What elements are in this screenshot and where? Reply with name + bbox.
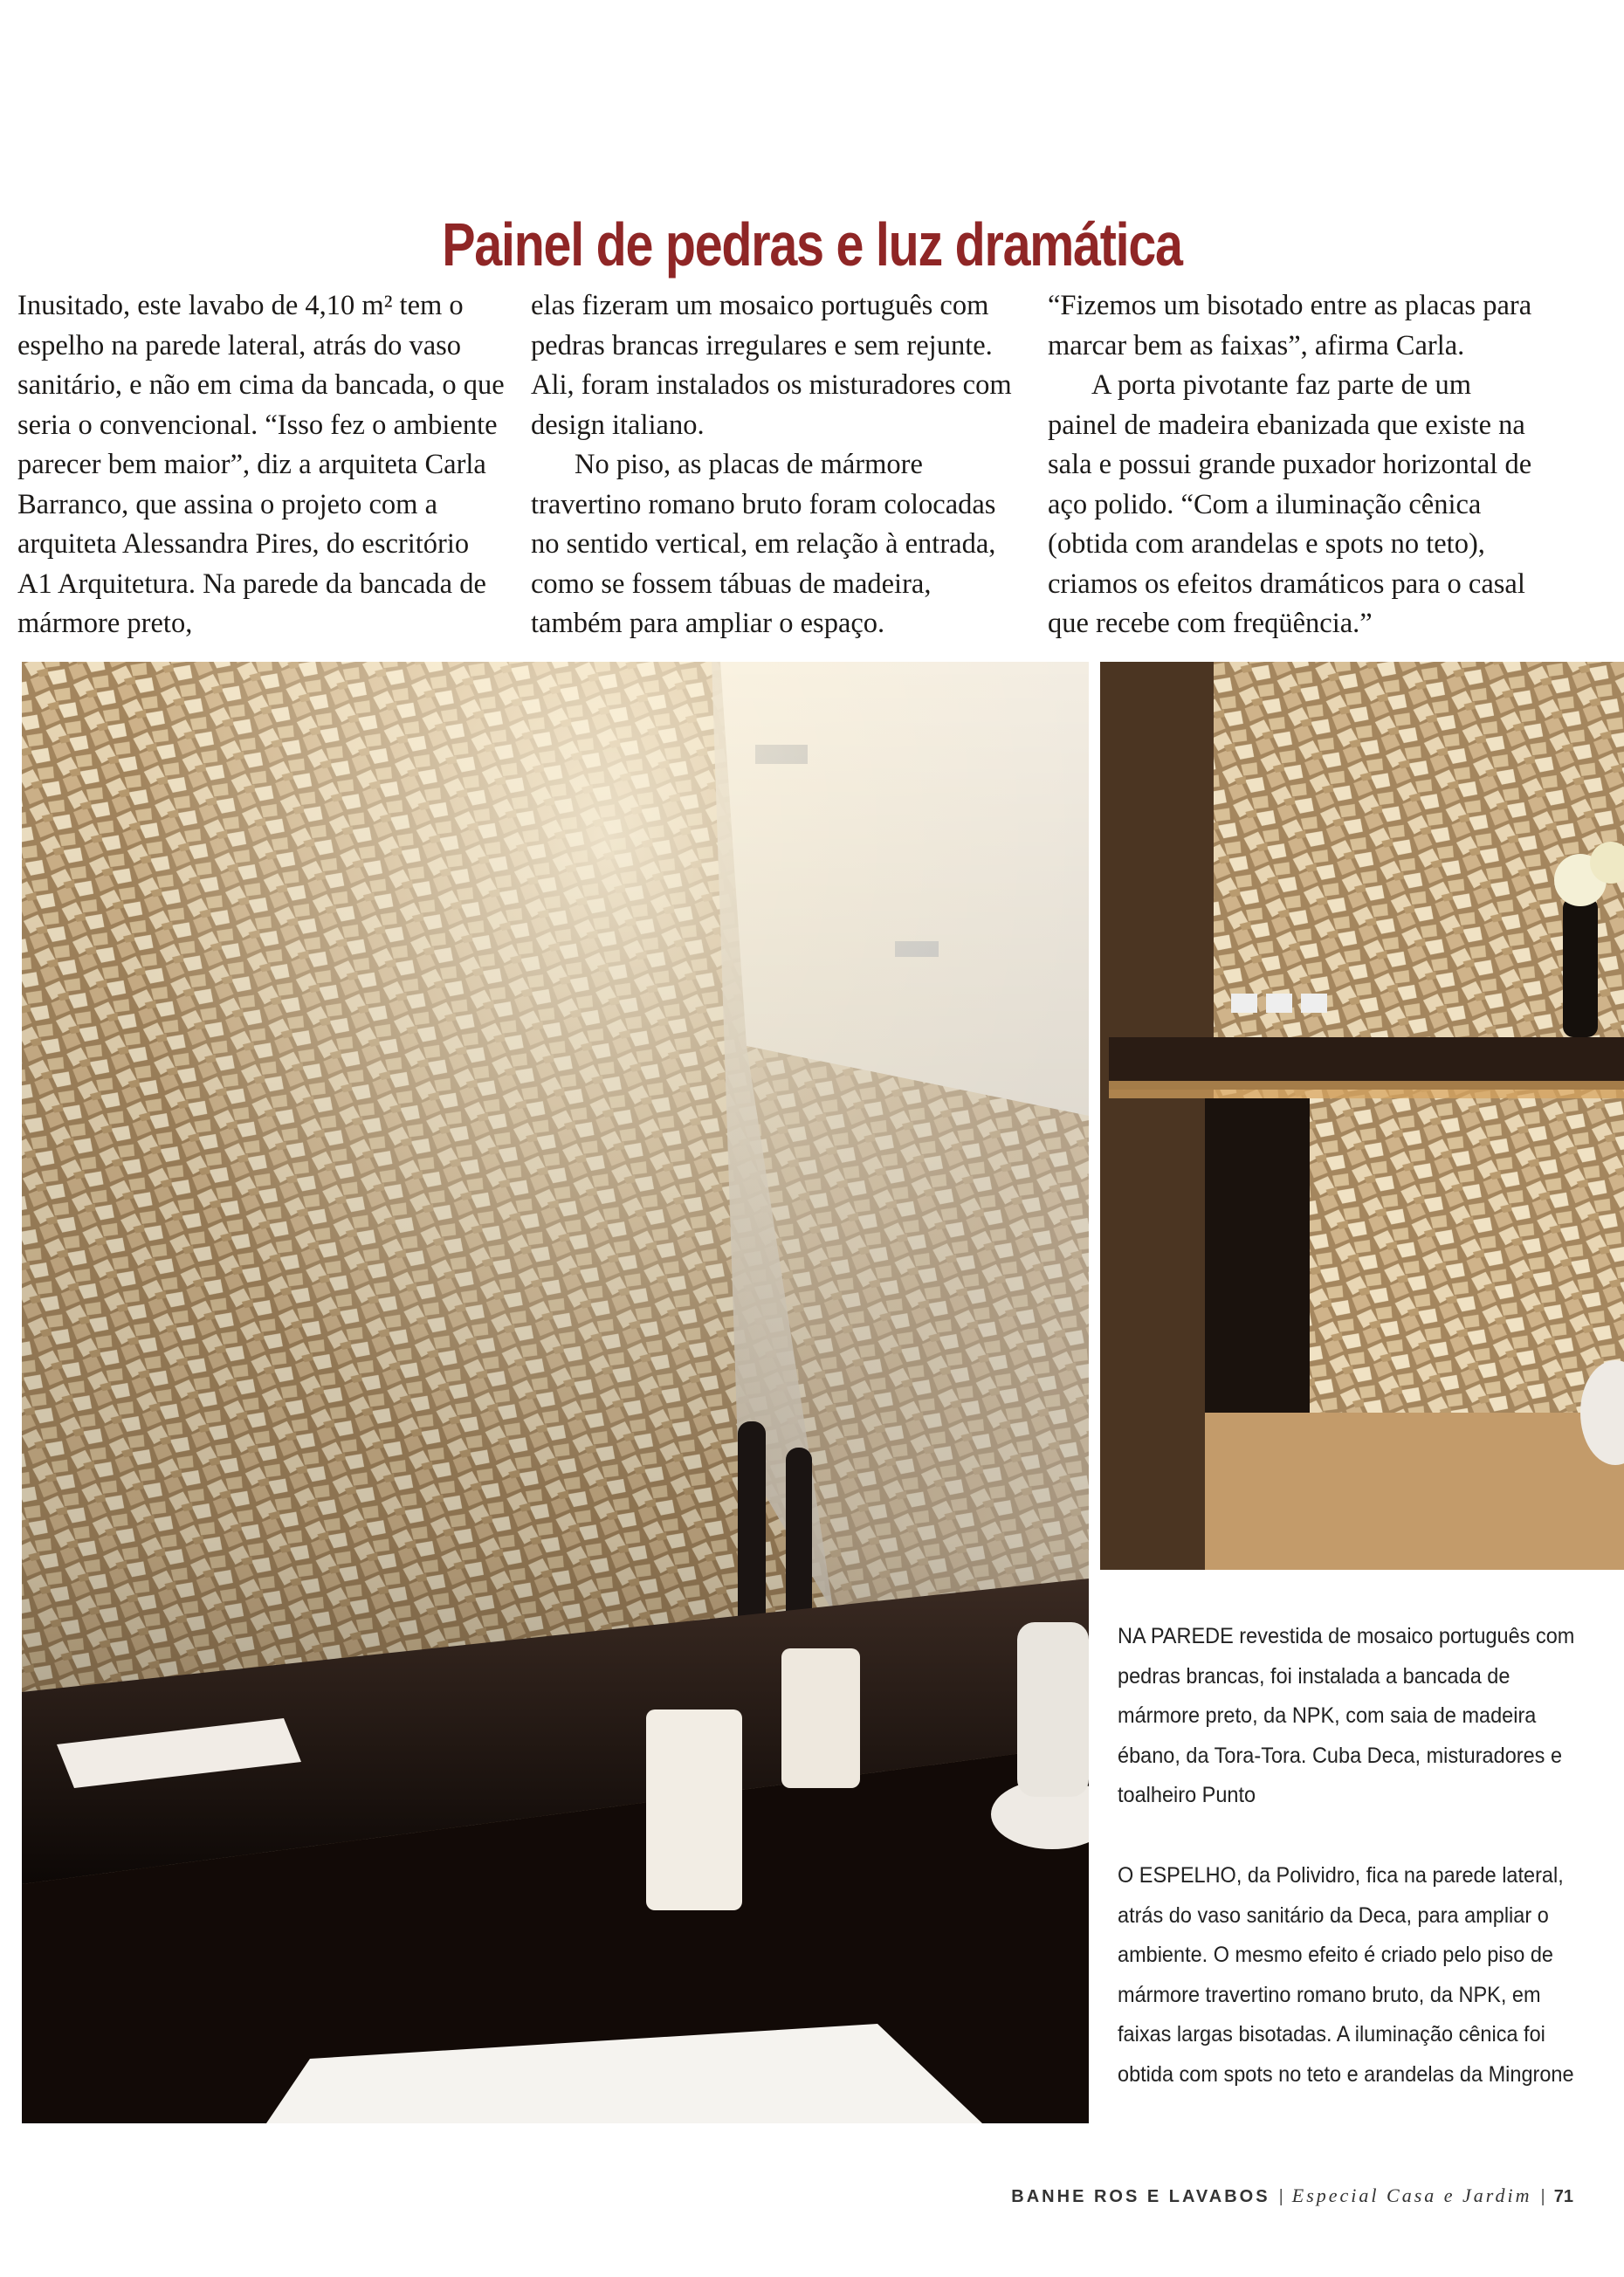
main-bathroom-photo xyxy=(22,662,1089,2123)
caption-text xyxy=(1118,1617,1577,1816)
photo-illustration xyxy=(1100,662,1624,1570)
side-bathroom-photo xyxy=(1100,662,1624,1570)
caption-counter xyxy=(1118,1617,1577,1816)
paragraph: No piso, as placas de mármore travertino romano bruto foram colocadas no sentido vertical, em relação à entrada, como se fossem tábuas de madeira, também para ampliar o espaço. xyxy=(531,449,996,639)
page-footer xyxy=(1011,2184,1573,2207)
paragraph: A porta pivotante faz parte de um painel de madeira ebanizada que existe na sala e possui grande puxador horizontal de aço polido. “Com a iluminação cênica (obtida com arandelas e spots no teto), criamos os efeitos dramáticos para o casal que recebe com freqüência.” xyxy=(1048,369,1532,639)
caption-lead: O ESPELHO xyxy=(1118,1863,1236,1888)
paragraph: “Fizemos um bisotado entre as placas para marcar bem as faixas”, afirma Carla. xyxy=(1048,290,1532,361)
caption-body: , da Polividro, fica na parede lateral, atrás do vaso sanitário da Deca, para ampliar o ambiente. O mesmo efeito é criado pelo piso de mármore travertino romano bruto, da NPK, em faixas largas bisotadas. A iluminação cênica foi obtida com spots no teto e arandelas da Mingrone xyxy=(1118,1863,1574,2087)
caption-body: revestida de mosaico português com pedras brancas, foi instalada a bancada de mármore preto, da NPK, com saia de madeira ébano, da Tora-Tora. Cuba Deca, misturadores e toalheiro Punto xyxy=(1118,1624,1575,1807)
caption-lead: NA PAREDE xyxy=(1118,1624,1234,1648)
page-number: 71 xyxy=(1553,2187,1573,2206)
photo-illustration xyxy=(22,662,1089,2123)
footer-section: BANHE ROS E LAVABOS xyxy=(1011,2187,1270,2206)
footer-separator: | xyxy=(1278,2187,1283,2206)
caption-mirror xyxy=(1118,1856,1577,2095)
paragraph: elas fizeram um mosaico português com pedras brancas irregulares e sem rejunte. Ali, foram instalados os misturadores com design italiano. xyxy=(531,290,1012,441)
body-column-3 xyxy=(1048,286,1537,644)
footer-separator: | xyxy=(1540,2187,1545,2206)
article-title: Painel de pedras e luz dramática xyxy=(442,210,1182,279)
footer-publication: Especial Casa e Jardim xyxy=(1291,2184,1532,2206)
body-column-1 xyxy=(17,286,506,644)
paragraph: Inusitado, este lavabo de 4,10 m² tem o espelho na parede lateral, atrás do vaso sanitário, e não em cima da bancada, o que seria o convencional. “Isso fez o ambiente parecer bem maior”, diz a arquiteta Carla Barranco, que assina o projeto com a arquiteta Alessandra Pires, do escritório A1 Arquitetura. Na parede da bancada de mármore preto, xyxy=(17,290,505,639)
body-column-2 xyxy=(531,286,1020,644)
caption-text xyxy=(1118,1856,1577,2095)
